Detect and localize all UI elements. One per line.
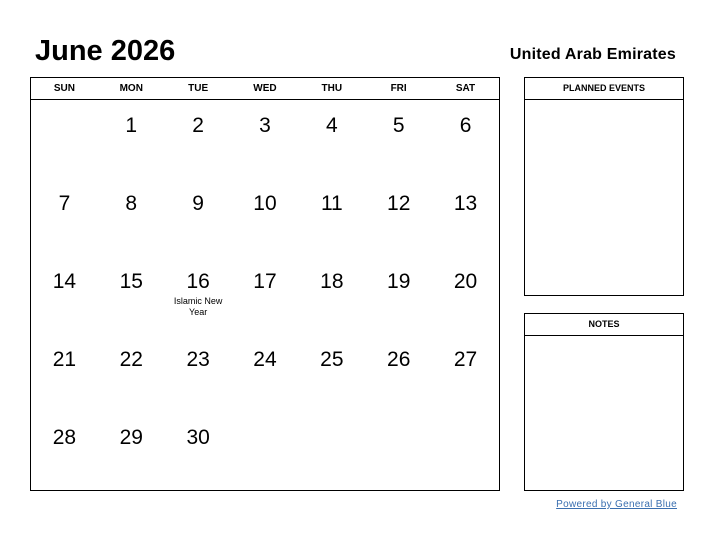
day-number: 16	[186, 270, 210, 293]
day-number: 6	[459, 114, 472, 137]
day-number: 25	[320, 348, 344, 371]
day-cell	[165, 100, 232, 178]
day-cell	[298, 334, 365, 412]
country-label: United Arab Emirates	[509, 46, 676, 63]
day-cell	[432, 256, 499, 334]
calendar-grid	[30, 77, 500, 491]
day-cell	[165, 334, 232, 412]
day-cell	[165, 412, 232, 490]
day-cell	[365, 178, 432, 256]
holiday-label: Islamic New Year	[173, 296, 223, 317]
day-number: 20	[453, 270, 478, 293]
day-cell	[165, 178, 232, 256]
day-cell	[232, 100, 299, 178]
day-cell	[432, 100, 499, 178]
day-cell	[31, 412, 98, 490]
page-title: June 2026	[35, 35, 176, 67]
day-number: 1	[125, 114, 138, 137]
planned-events-heading: PLANNED EVENTS	[525, 78, 683, 100]
notes-heading: NOTES	[525, 314, 683, 336]
day-number: 21	[52, 348, 77, 371]
day-number: 18	[320, 270, 344, 293]
day-cell	[98, 334, 165, 412]
day-cell	[98, 256, 165, 334]
day-cell	[365, 256, 432, 334]
day-number: 14	[52, 270, 77, 293]
day-number: 22	[119, 348, 143, 371]
day-number: 23	[186, 348, 210, 371]
day-cell	[31, 178, 98, 256]
day-cell	[365, 100, 432, 178]
day-number: 9	[192, 192, 204, 215]
day-cell	[232, 178, 299, 256]
weekday-tue: TUE	[188, 83, 209, 94]
day-cell	[232, 334, 299, 412]
day-number: 10	[253, 192, 277, 215]
day-cell	[98, 412, 165, 490]
day-number: 13	[453, 192, 478, 215]
day-number: 7	[58, 192, 71, 215]
weekday-sun: SUN	[53, 83, 75, 94]
weekday-fri: FRI	[390, 83, 407, 94]
day-cell	[298, 100, 365, 178]
day-number: 19	[387, 270, 411, 293]
day-cell	[232, 256, 299, 334]
day-number: 29	[119, 426, 143, 449]
day-cell	[165, 256, 232, 334]
weekday-wed: WED	[253, 83, 277, 94]
day-cell	[31, 334, 98, 412]
day-number: 2	[192, 114, 204, 137]
day-cell	[298, 256, 365, 334]
day-grid	[31, 100, 499, 490]
day-number: 28	[52, 426, 77, 449]
day-cell	[98, 178, 165, 256]
day-number: 8	[125, 192, 138, 215]
day-cell	[432, 334, 499, 412]
weekday-sat: SAT	[455, 83, 476, 94]
day-number: 17	[253, 270, 277, 293]
day-number: 4	[326, 114, 338, 137]
day-number: 24	[253, 348, 277, 371]
planned-events-panel	[524, 77, 684, 296]
day-number: 26	[387, 348, 411, 371]
day-number: 30	[186, 426, 210, 449]
day-number: 27	[453, 348, 478, 371]
day-cell	[31, 256, 98, 334]
weekday-mon: MON	[119, 83, 143, 94]
day-number: 12	[387, 192, 411, 215]
day-cell	[432, 178, 499, 256]
notes-panel	[524, 313, 684, 491]
weekday-thu: THU	[321, 83, 343, 94]
day-cell	[365, 334, 432, 412]
weekday-header-row	[31, 78, 499, 100]
powered-by-link[interactable]: Powered by General Blue	[556, 499, 677, 510]
day-number: 5	[392, 114, 405, 137]
day-cell	[98, 100, 165, 178]
day-number: 11	[320, 192, 343, 215]
day-number: 3	[259, 114, 271, 137]
day-cell	[298, 178, 365, 256]
day-number: 15	[119, 270, 143, 293]
